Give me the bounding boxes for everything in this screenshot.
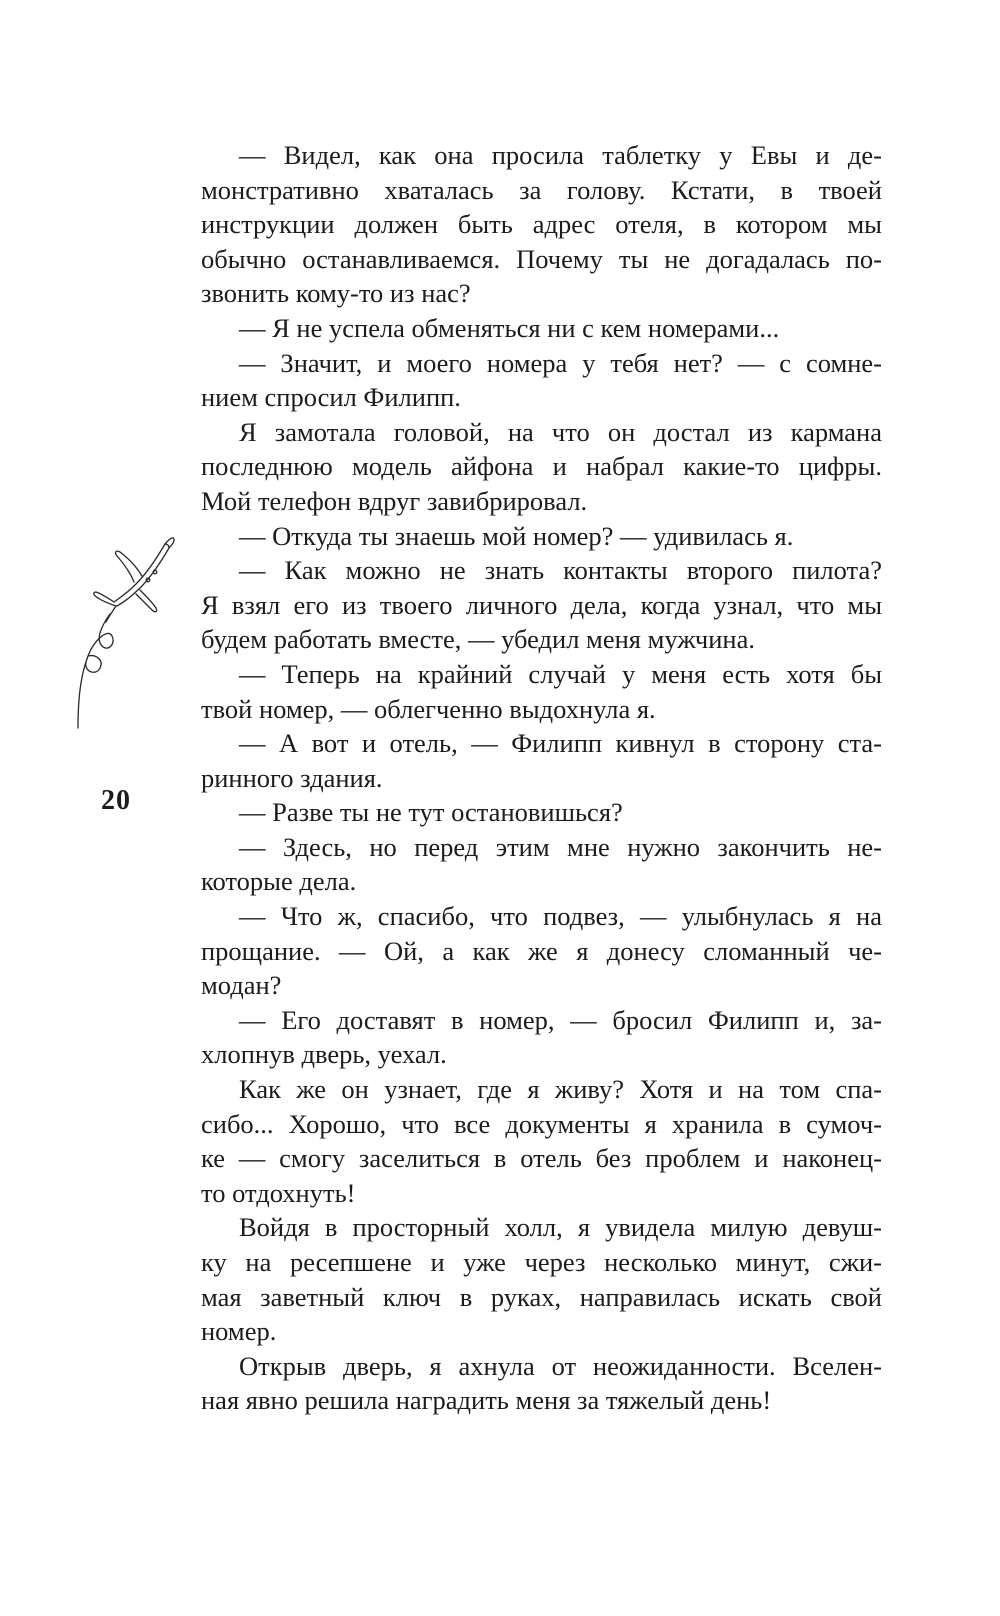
text-line: — Что ж, спасибо, что подвез, — улыбнулась я на (239, 901, 882, 932)
text-line: сибо... Хорошо, что все документы я хранила в сумоч- (201, 1108, 882, 1139)
text-line: твой номер, — облегченно выдохнула я. (201, 693, 656, 724)
text-line: ная явно решила наградить меня за тяжелый день! (201, 1385, 772, 1416)
text-line: — Я не успела обменяться ни с кем номерами... (239, 312, 780, 343)
text-line: то отдохнуть! (201, 1177, 356, 1208)
text-line: ку на ресепшене и уже через несколько минут, сжи- (201, 1247, 882, 1277)
text-line: ринного здания. (201, 762, 383, 793)
text-line: — Как можно не знать контакты второго пилота? (239, 555, 882, 586)
text-line: прощание. — Ой, а как же я донесу сломанный че- (201, 935, 882, 966)
text-line: — Видел, как она просила таблетку у Евы и де- (239, 140, 882, 170)
text-line: модан? (201, 970, 282, 1001)
text-line: нием спросил Филипп. (201, 382, 461, 413)
text-line: мая заветный ключ в руках, направилась искать свой (201, 1281, 882, 1312)
text-line: Мой телефон вдруг завибрировал. (201, 485, 588, 516)
text-line: последнюю модель айфона и набрал какие-то цифры. (201, 451, 882, 482)
text-line: — А вот и отель, — Филипп кивнул в сторону ста- (239, 728, 882, 759)
text-line: Я взял его из твоего личного дела, когда узнал, что мы (201, 589, 882, 620)
text-line: инструкции должен быть адрес отеля, в котором мы (201, 209, 882, 240)
text-line: Как же он узнает, где я живу? Хотя и на том спа- (239, 1074, 882, 1105)
text-line: обычно останавливаемся. Почему ты не догадалась по- (201, 243, 882, 274)
text-line: — Здесь, но перед этим мне нужно закончить не- (239, 831, 882, 862)
airplane-doodle-icon (70, 532, 180, 732)
text-line: монстративно хваталась за голову. Кстати, в твоей (201, 174, 882, 205)
body-text (201, 138, 882, 1418)
text-line: Я замотала головой, на что он достал из кармана (239, 416, 882, 447)
text-line: номер. (201, 1316, 277, 1347)
text-line: — Разве ты не тут остановишься? (239, 797, 623, 828)
text-line: — Его доставят в номер, — бросил Филипп и, за- (239, 1004, 882, 1035)
text-line: звонить кому-то из нас? (201, 278, 471, 309)
text-line: которые дела. (201, 866, 357, 897)
page-number: 20 (101, 785, 131, 816)
text-line: — Теперь на крайний случай у меня есть хотя бы (239, 658, 882, 689)
text-line: хлопнув дверь, уехал. (201, 1039, 447, 1070)
text-line: Войдя в просторный холл, я увидела милую девуш- (239, 1212, 882, 1243)
text-line: ке — смогу заселиться в отель без проблем и наконец- (201, 1143, 882, 1174)
text-line: — Откуда ты знаешь мой номер? — удивилась я. (239, 520, 794, 551)
text-line: Открыв дверь, я ахнула от неожиданности. Вселен- (239, 1350, 882, 1381)
text-line: — Значит, и моего номера у тебя нет? — с сомне- (239, 347, 882, 378)
text-line: будем работать вместе, — убедил меня мужчина. (201, 624, 755, 655)
